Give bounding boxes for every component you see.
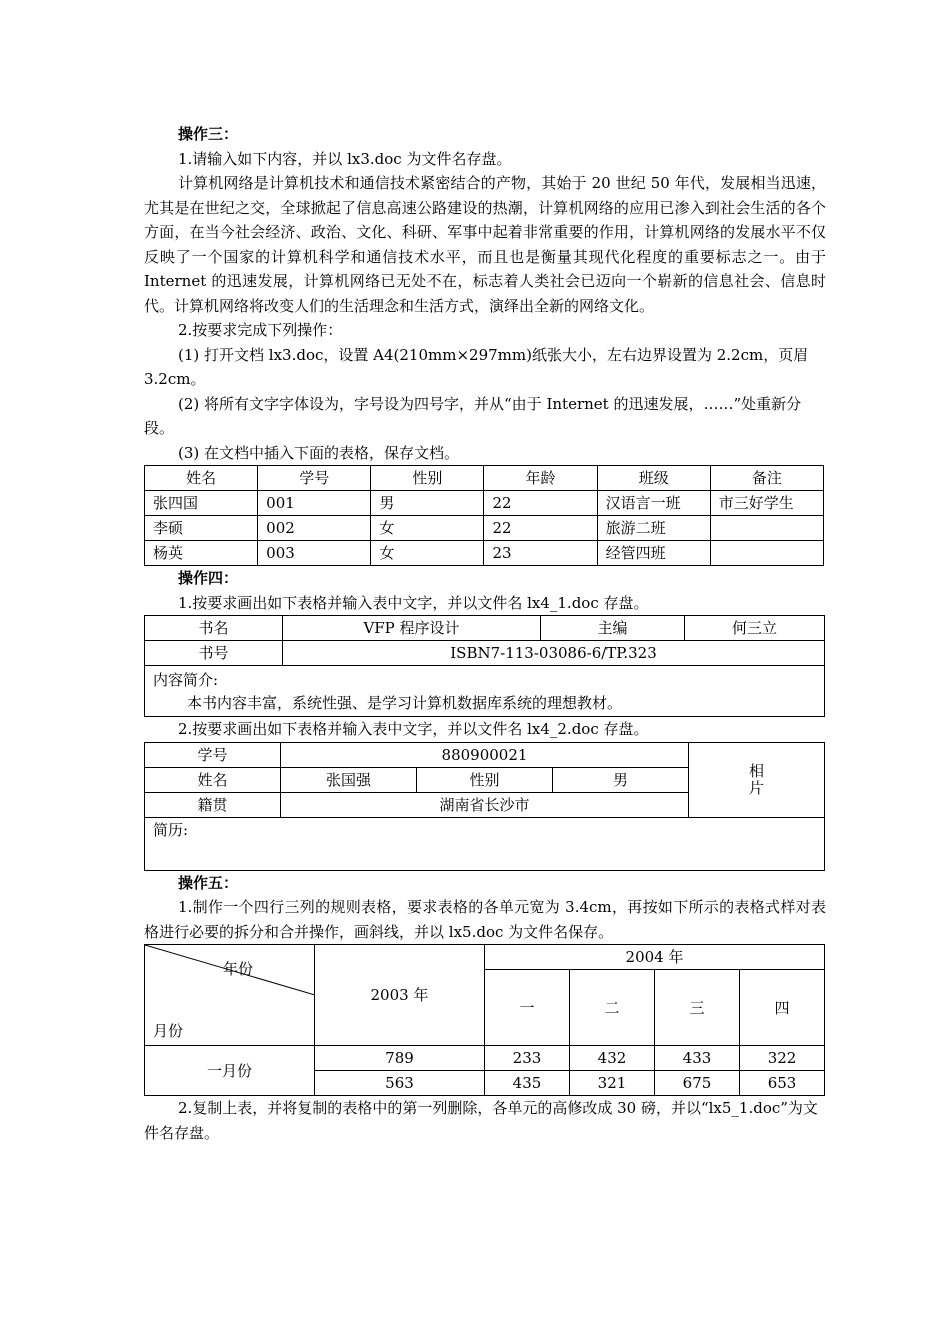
table-row — [145, 541, 824, 566]
table-cell: 22 — [484, 516, 597, 541]
student-id-value: 880900021 — [281, 742, 689, 767]
table-cell — [710, 541, 823, 566]
table-cell: 233 — [485, 1046, 570, 1071]
table-cell: 001 — [258, 491, 371, 516]
resume-label: 简历: — [153, 820, 189, 839]
op3-heading: 操作三： — [178, 125, 239, 143]
table-cell: 003 — [258, 541, 371, 566]
table-row — [145, 516, 824, 541]
table-row — [145, 666, 825, 717]
table-cell: 杨英 — [145, 541, 258, 566]
header-cell: 备注 — [710, 466, 823, 491]
op5-step1: 1.制作一个四行三列的规则表格，要求表格的各单元宽为 3.4cm，再按如下所示的表格式样对表格进行必要的拆分和合并操作，画斜线，并以 lx5.doc 为文件名保存。 — [144, 898, 826, 941]
book-editor-label: 主编 — [541, 616, 685, 641]
table-cell: 汉语言一班 — [597, 491, 710, 516]
book-name-label: 书名 — [145, 616, 283, 641]
col-2004-header: 2004 年 — [485, 945, 825, 970]
document-page — [144, 122, 826, 1145]
table-cell: 男 — [371, 491, 484, 516]
table-cell: 653 — [740, 1071, 825, 1096]
quarter-header: 二 — [570, 970, 655, 1046]
quarter-header: 四 — [740, 970, 825, 1046]
op5-step2: 2.复制上表，并将复制的表格中的第一列删除，各单元的高修改成 30 磅，并以“lx5_1.doc”为文件名存盘。 — [144, 1099, 818, 1142]
resume-cell — [145, 817, 825, 870]
table-cell: 市三好学生 — [710, 491, 823, 516]
diag-bottom-label: 月份 — [153, 1022, 184, 1040]
op3-sub3: (3) 在文档中插入下面的表格，保存文档。 — [178, 443, 460, 462]
header-cell: 学号 — [258, 466, 371, 491]
book-isbn-value: ISBN7-113-03086-6/TP.323 — [283, 641, 825, 666]
student-origin-value: 湖南省长沙市 — [281, 792, 689, 817]
book-editor-value: 何三立 — [685, 616, 825, 641]
table-row — [145, 945, 825, 970]
table-header-row — [145, 466, 824, 491]
student-origin-label: 籍贯 — [145, 792, 281, 817]
table-row — [145, 616, 825, 641]
table-cell: 433 — [655, 1046, 740, 1071]
quarter-header: 三 — [655, 970, 740, 1046]
table-cell: 女 — [371, 516, 484, 541]
student-record-table — [144, 742, 825, 871]
table-cell: 女 — [371, 541, 484, 566]
student-info-table — [144, 465, 824, 566]
table-cell: 435 — [485, 1071, 570, 1096]
table-cell: 23 — [484, 541, 597, 566]
table-cell: 789 — [315, 1046, 485, 1071]
header-cell: 年龄 — [484, 466, 597, 491]
op4-heading: 操作四： — [178, 569, 239, 587]
header-cell: 性别 — [371, 466, 484, 491]
op4-step2: 2.按要求画出如下表格并输入表中文字，并以文件名 lx4_2.doc 存盘。 — [178, 720, 649, 738]
table-cell — [710, 516, 823, 541]
book-isbn-label: 书号 — [145, 641, 283, 666]
student-id-label: 学号 — [145, 742, 281, 767]
op3-step1: 1.请输入如下内容，并以 lx3.doc 为文件名存盘。 — [178, 149, 512, 168]
student-gender-value: 男 — [553, 767, 689, 792]
op4-step1: 1.按要求画出如下表格并输入表中文字，并以文件名 lx4_1.doc 存盘。 — [178, 593, 649, 612]
book-intro-label: 内容简介: — [153, 671, 219, 689]
diagonal-header-cell — [145, 945, 315, 1046]
table-cell: 563 — [315, 1071, 485, 1096]
table-row — [145, 641, 825, 666]
header-cell: 姓名 — [145, 466, 258, 491]
book-info-table — [144, 615, 825, 717]
diag-top-label: 年份 — [223, 960, 254, 978]
table-row — [145, 817, 825, 870]
table-cell: 675 — [655, 1071, 740, 1096]
header-cell: 班级 — [597, 466, 710, 491]
col-2003-header: 2003 年 — [315, 945, 485, 1046]
op3-sub1: (1) 打开文档 lx3.doc，设置 A4(210mm×297mm)纸张大小，左右边界设置为 2.2cm，页眉 3.2cm。 — [144, 345, 809, 388]
table-row — [145, 1046, 825, 1071]
op5-heading: 操作五： — [178, 873, 239, 892]
table-cell: 002 — [258, 516, 371, 541]
table-cell: 旅游二班 — [597, 516, 710, 541]
table-cell: 322 — [740, 1046, 825, 1071]
book-name-value: VFP 程序设计 — [283, 616, 541, 641]
table-row — [145, 491, 824, 516]
photo-cell — [689, 742, 825, 817]
table-cell: 李硕 — [145, 516, 258, 541]
book-intro-text: 本书内容丰富，系统性强、是学习计算机数据库系统的理想教材。 — [187, 694, 623, 712]
student-gender-label: 性别 — [417, 767, 553, 792]
op3-step2: 2.按要求完成下列操作： — [178, 321, 343, 339]
table-cell: 432 — [570, 1046, 655, 1071]
table-row — [145, 742, 825, 767]
op3-sub2: (2) 将所有文字字体设为，字号设为四号字，并从“由于 Internet 的迅速发展，……”处重新分段。 — [144, 394, 802, 437]
table-cell: 张四国 — [145, 491, 258, 516]
photo-label-1: 相 — [749, 761, 765, 780]
photo-label-2: 片 — [749, 778, 765, 797]
quarter-header: 一 — [485, 970, 570, 1046]
table-cell: 22 — [484, 491, 597, 516]
table-cell: 321 — [570, 1071, 655, 1096]
table-cell: 经管四班 — [597, 541, 710, 566]
row-label-january: 一月份 — [145, 1046, 315, 1096]
op3-paragraph: 计算机网络是计算机技术和通信技术紧密结合的产物，其始于 20 世纪 50 年代，发展相当迅速，尤其是在世纪之交，全球掀起了信息高速公路建设的热潮，计算机网络的应用已渗入到社会生活的各个方面，在当今社会经济、政治、文化、科研、军事中起着非常重要的作用，计算机网络的发展水平不仅反映了一个国家的计算机科学和通信技术水平，而且也是衡量其现代化程度的重要标志之一。由于 Internet 的迅速发展，计算机网络已无处不在，标志着人类社会已迈向一个崭新的信息社会、信息时代。计算机网络将改变人们的生活理念和生活方式，演绎出全新的网络文化。 — [144, 174, 826, 315]
book-intro-cell — [145, 666, 825, 717]
yearly-table — [144, 944, 825, 1096]
student-name-label: 姓名 — [145, 767, 281, 792]
student-name-value: 张国强 — [281, 767, 417, 792]
